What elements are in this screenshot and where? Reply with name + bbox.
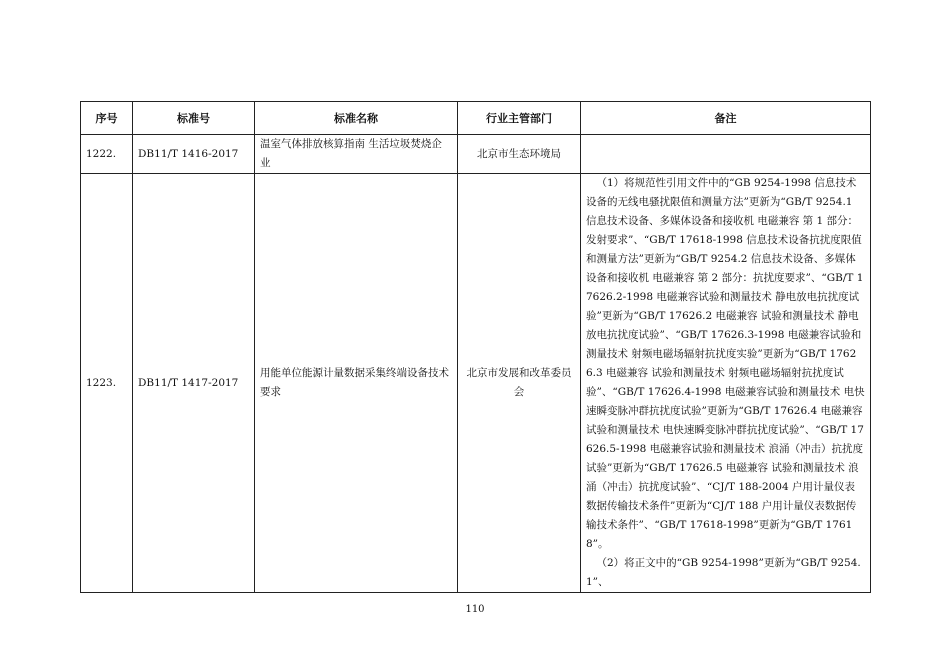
header-department: 行业主管部门: [458, 102, 581, 135]
cell-remark: [581, 174, 871, 593]
cell-department: 北京市发展和改革委员会: [458, 174, 581, 593]
header-standard-name: 标准名称: [255, 102, 458, 135]
cell-standard-name: 温室气体排放核算指南 生活垃圾焚烧企业: [255, 135, 458, 174]
cell-serial-number: 1222.: [81, 135, 133, 174]
table-row: [81, 174, 871, 593]
header-serial-number: 序号: [81, 102, 133, 135]
cell-serial-number: 1223.: [81, 174, 133, 593]
cell-remark: [581, 135, 871, 174]
remark-paragraph-1: （1）将规范性引用文件中的“GB 9254-1998 信息技术设备的无线电骚扰限值和测量方法”更新为“GB/T 9254.1 信息技术设备、多媒体设备和接收机 电磁兼容 第 1 部分：发射要求”、“GB/T 17618-1998 信息技术设备抗扰度限值和测量方法”更新为“GB/T 9254.2 信息技术设备、多媒体设备和接收机 电磁兼容 第 2 部分：抗扰度要求”、“GB/T 17626.2-1998 电磁兼容试验和测量技术 静电放电抗扰度试验”更新为“GB/T 17626.2 电磁兼容 试验和测量技术 静电放电抗扰度试验”、“GB/T 17626.3-1998 电磁兼容试验和测量技术 射频电磁场辐射抗扰度实验”更新为“GB/T 17626.3 电磁兼容 试验和测量技术 射频电磁场辐射抗扰度试验”、“GB/T 17626.4-1998 电磁兼容试验和测量技术 电快速瞬变脉冲群抗扰度试验”更新为“GB/T 17626.4 电磁兼容 试验和测量技术 电快速瞬变脉冲群抗扰度试验”、“GB/T 17626.5-1998 电磁兼容试验和测量技术 浪涌（冲击）抗扰度试验”更新为“GB/T 17626.5 电磁兼容 试验和测量技术 浪涌（冲击）抗扰度试验”、“CJ/T 188-2004 户用计量仪表数据传输技术条件”更新为“CJ/T 188 户用计量仪表数据传输技术条件”、“GB/T 17618-1998”更新为“GB/T 17618”。: [586, 177, 865, 550]
header-standard-code: 标准号: [133, 102, 255, 135]
cell-department: 北京市生态环境局: [458, 135, 581, 174]
table-row: [81, 135, 871, 174]
standards-table: [80, 101, 871, 593]
table-header-row: [81, 102, 871, 135]
remark-paragraph-2: （2）将正文中的“GB 9254-1998”更新为“GB/T 9254.1”、: [586, 557, 861, 588]
header-remark: 备注: [581, 102, 871, 135]
cell-standard-code: DB11/T 1417-2017: [133, 174, 255, 593]
page-number: 110: [465, 604, 485, 615]
cell-standard-code: DB11/T 1416-2017: [133, 135, 255, 174]
cell-standard-name: 用能单位能源计量数据采集终端设备技术要求: [255, 174, 458, 593]
